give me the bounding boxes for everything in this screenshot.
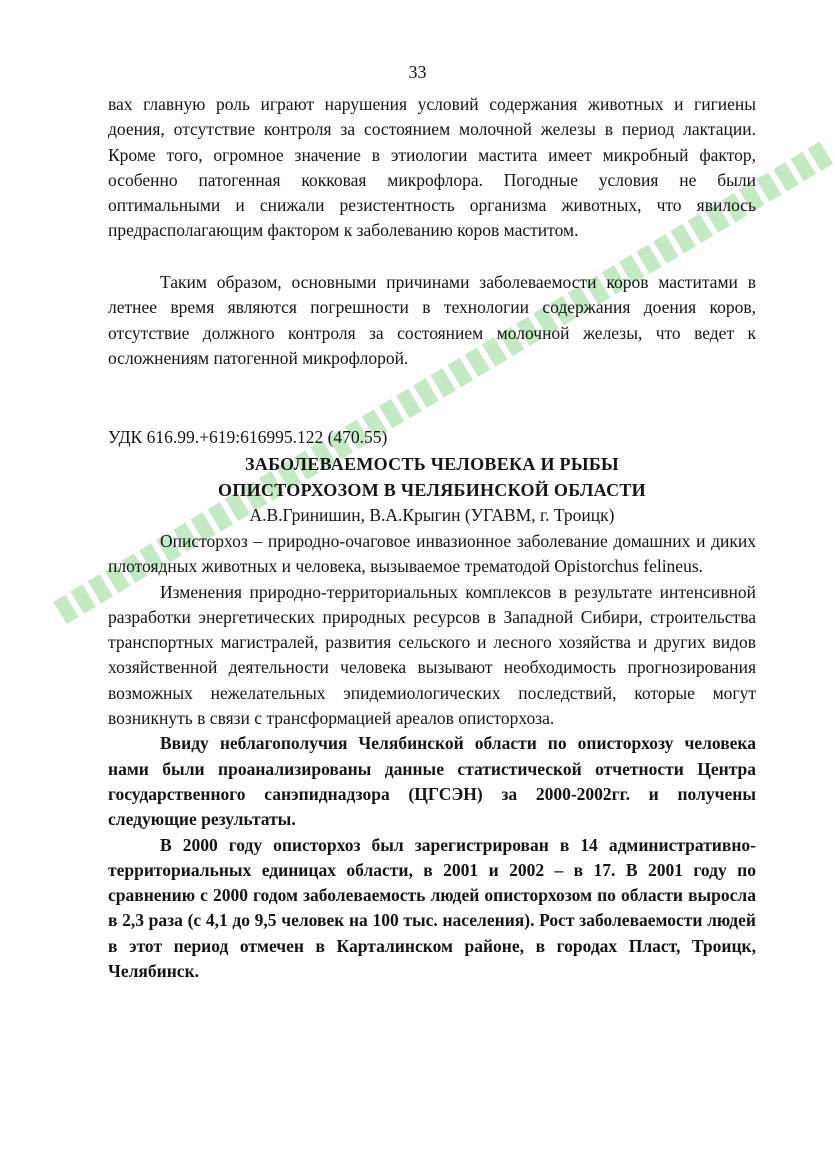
article-title-line-2: ОПИСТОРХОЗОМ В ЧЕЛЯБИНСКОЙ ОБЛАСТИ bbox=[218, 480, 646, 500]
conclusion-text-block bbox=[108, 270, 756, 371]
article-authors: А.В.Гринишин, В.А.Крыгин (УГАВМ, г. Троицк) bbox=[249, 505, 615, 525]
conclusion-paragraph: Таким образом, основными причинами заболеваемости коров маститами в летнее время являются погрешности в технологии содержания доения коров, отсутствие должного контроля за состоянием молочной железы, что ведет к осложнениям патогенной микрофлорой. bbox=[108, 272, 756, 368]
article-paragraph-2: Изменения природно-территориальных комплексов в результате интенсивной разработки энергетических природных ресурсов в Западной Сибири, строительства транспортных магистралей, развития сельского и лесного хозяйства и других видов хозяйственной деятельности человека вызывают необходимость прогнозирования возможных нежелательных эпидемиологических последствий, которые могут возникнуть в связи с трансформацией ареалов описторхоза. bbox=[108, 581, 756, 729]
article-body bbox=[108, 529, 756, 984]
article-title-line-1: ЗАБОЛЕВАЕМОСТЬ ЧЕЛОВЕКА И РЫБЫ bbox=[245, 454, 619, 474]
continuation-paragraph: вах главную роль играют нарушения условий содержания животных и гигиены доения, отсутствие контроля за состоянием молочной железы в период лактации. Кроме того, огромное значение в этиологии мастита имеет микробный фактор, особенно патогенная кокковая микрофлора. Погодные условия не были оптимальными и снижали резистентность организма животных, что явилось предрасполагающим фактором к заболеванию коров маститом. bbox=[108, 94, 756, 241]
page-number: 33 bbox=[408, 62, 427, 82]
article-paragraph-4: В 2000 году описторхоз был зарегистрирован в 14 административно-территориальных единицах области, в 2001 и 2002 – в 17. В 2001 году по сравнению с 2000 годом заболеваемость людей описторхозом по области выросла в 2,3 раза (с 4,1 до 9,5 человек на 100 тыс. населения). Рост заболеваемости людей в этот период отмечен в Карталинском районе, в городах Пласт, Троицк, Челябинск. bbox=[108, 834, 756, 982]
article-paragraph-3: Ввиду неблагополучия Челябинской области по описторхозу человека нами были проанализированы данные статистической отчетности Центра государственного санэпиднадзора (ЦГСЭН) за 2000-2002гг. и получены следующие результаты. bbox=[108, 733, 756, 830]
article-paragraph-1: Описторхоз – природно-очаговое инвазионное заболевание домашних и диких плотоядных животных и человека, вызываемое трематодой Opistorchus felineus. bbox=[108, 531, 756, 577]
continuation-text-block bbox=[108, 92, 756, 244]
udk-code: УДК 616.99.+619:616995.122 (470.55) bbox=[108, 427, 388, 447]
